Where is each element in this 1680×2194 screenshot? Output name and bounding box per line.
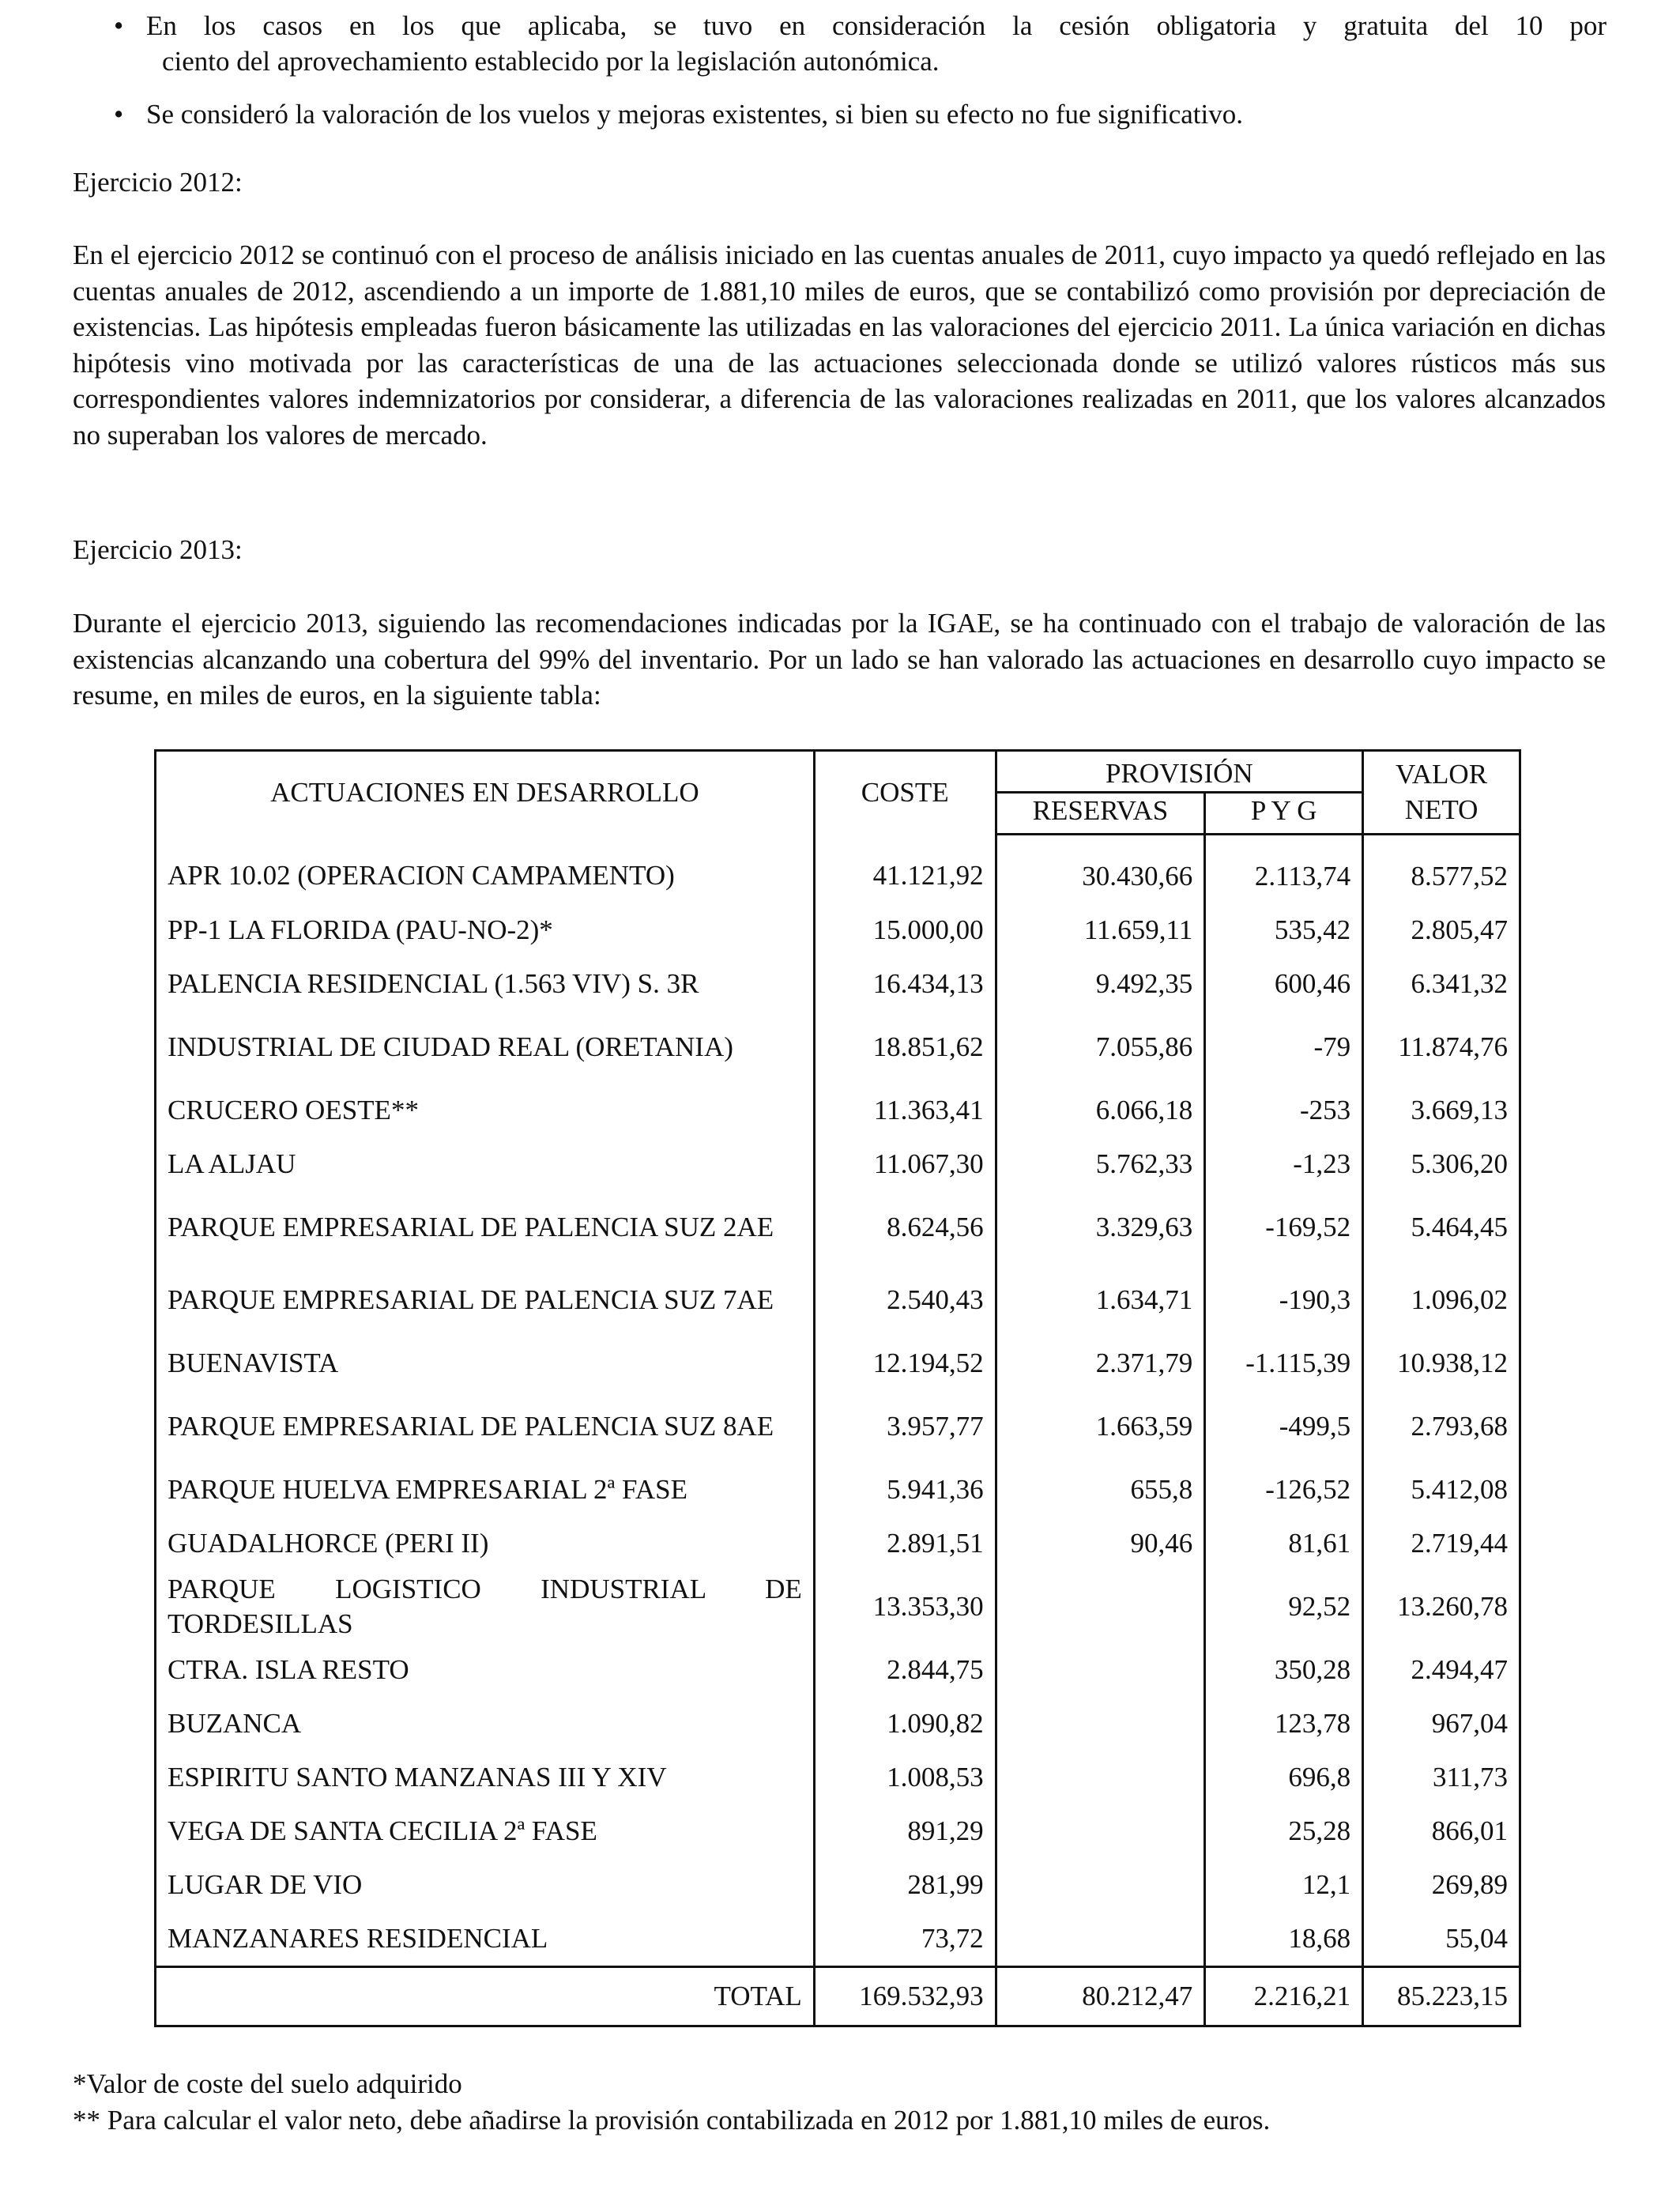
cell-actuacion: PALENCIA RESIDENCIAL (1.563 VIV) S. 3R	[156, 957, 815, 1011]
footnote-coste-suelo: *Valor de coste del suelo adquirido	[73, 2068, 462, 2099]
cell-actuacion: INDUSTRIAL DE CIUDAD REAL (ORETANIA)	[156, 1011, 815, 1084]
heading-ejercicio-2013: Ejercicio 2013:	[73, 534, 243, 565]
header-coste: COSTE	[814, 751, 996, 835]
cell-actuacion: LA ALJAU	[156, 1137, 815, 1191]
cell-coste: 11.067,30	[814, 1137, 996, 1191]
cell-pyg: 600,46	[1205, 957, 1363, 1011]
cell-neto: 8.577,52	[1363, 835, 1520, 904]
cell-coste: 12.194,52	[814, 1336, 996, 1390]
cell-coste: 73,72	[814, 1912, 996, 1967]
cell-coste: 1.090,82	[814, 1697, 996, 1751]
cell-pyg: -190,3	[1205, 1264, 1363, 1336]
table-row	[156, 957, 1520, 1011]
cell-pyg: 123,78	[1205, 1697, 1363, 1751]
cell-coste: 1.008,53	[814, 1751, 996, 1804]
paragraph-ejercicio-2013: Durante el ejercicio 2013, siguiendo las recomendaciones indicadas por la IGAE, se ha continuado con el trabajo de valoración de las existencias alcanzando una cobertura del 99% del inventario. Por un lado se han valorado las actuaciones en desarrollo cuyo impacto se resume, en miles de euros, en la siguiente tabla:	[73, 608, 1606, 711]
cell-pyg: 696,8	[1205, 1751, 1363, 1804]
heading-ejercicio-2012: Ejercicio 2012:	[73, 167, 243, 198]
bullet-dot-icon: •	[114, 10, 124, 41]
cell-pyg: 2.113,74	[1205, 835, 1363, 904]
bullet-text-line2: ciento del aprovechamiento establecido por la legislación autonómica.	[162, 46, 940, 77]
cell-total-coste: 169.532,93	[814, 1967, 996, 2026]
cell-actuacion: VEGA DE SANTA CECILIA 2ª FASE	[156, 1804, 815, 1858]
cell-neto: 6.341,32	[1363, 957, 1520, 1011]
cell-pyg: -253	[1205, 1084, 1363, 1137]
header-neto: NETO	[1363, 793, 1520, 835]
cell-pyg: -1.115,39	[1205, 1336, 1363, 1390]
cell-reservas: 1.663,59	[996, 1390, 1205, 1463]
header-reservas: RESERVAS	[996, 793, 1205, 835]
cell-actuacion: PARQUE HUELVA EMPRESARIAL 2ª FASE	[156, 1463, 815, 1517]
cell-coste: 11.363,41	[814, 1084, 996, 1137]
cell-actuacion: BUZANCA	[156, 1697, 815, 1751]
cell-pyg: 81,61	[1205, 1517, 1363, 1570]
cell-neto: 1.096,02	[1363, 1264, 1520, 1336]
table-row	[156, 1517, 1520, 1570]
cell-actuacion: PARQUE EMPRESARIAL DE PALENCIA SUZ 7AE	[156, 1264, 815, 1336]
cell-coste: 3.957,77	[814, 1390, 996, 1463]
table-row	[156, 1264, 1520, 1336]
bullet-text-line1: Se consideró la valoración de los vuelos y mejoras existentes, si bien su efecto no fue significativo.	[146, 99, 1243, 130]
paragraph-ejercicio-2012: En el ejercicio 2012 se continuó con el proceso de análisis iniciado en las cuentas anuales de 2011, cuyo impacto ya quedó reflejado en las cuentas anuales de 2012, ascendiendo a un importe de 1.881,10 miles de euros, que se contabilizó como provisión por depreciación de existencias. Las hipótesis empleadas fueron básicamente las utilizadas en las valoraciones del ejercicio 2011. La única variación en dichas hipótesis vino motivada por las características de una de las actuaciones seleccionada donde se utilizó valores rústicos más sus correspondientes valores indemnizatorios por considerar, a diferencia de las valoraciones realizadas en 2011, que los valores alcanzados no superaban los valores de mercado.	[73, 239, 1606, 450]
table-row	[156, 1137, 1520, 1191]
cell-coste: 13.353,30	[814, 1570, 996, 1643]
actuaciones-table	[154, 749, 1521, 2027]
table-row	[156, 1011, 1520, 1084]
cell-coste: 2.540,43	[814, 1264, 996, 1336]
cell-actuacion: BUENAVISTA	[156, 1336, 815, 1390]
bullet-list	[114, 8, 1607, 149]
cell-actuacion: LUGAR DE VIO	[156, 1858, 815, 1912]
cell-actuacion: GUADALHORCE (PERI II)	[156, 1517, 815, 1570]
cell-coste: 2.891,51	[814, 1517, 996, 1570]
cell-neto: 269,89	[1363, 1858, 1520, 1912]
cell-coste: 281,99	[814, 1858, 996, 1912]
cell-actuacion: CRUCERO OESTE**	[156, 1084, 815, 1137]
table-row	[156, 1858, 1520, 1912]
header-actuaciones: ACTUACIONES EN DESARROLLO	[156, 751, 815, 835]
table-row	[156, 835, 1520, 904]
cell-pyg: 350,28	[1205, 1643, 1363, 1697]
cell-neto: 55,04	[1363, 1912, 1520, 1967]
cell-actuacion: PARQUE EMPRESARIAL DE PALENCIA SUZ 2AE	[156, 1191, 815, 1264]
cell-reservas: 7.055,86	[996, 1011, 1205, 1084]
cell-reservas	[996, 1643, 1205, 1697]
cell-neto: 2.494,47	[1363, 1643, 1520, 1697]
table-row	[156, 1570, 1520, 1643]
table-row	[156, 1751, 1520, 1804]
bullet-text-line1: En los casos en los que aplicaba, se tuvo en consideración la cesión obligatoria y gratuita del 10 por	[146, 10, 1607, 41]
cell-coste: 16.434,13	[814, 957, 996, 1011]
bullet-item-cesion	[114, 8, 1607, 79]
table-row	[156, 1697, 1520, 1751]
cell-neto: 967,04	[1363, 1697, 1520, 1751]
cell-reservas	[996, 1912, 1205, 1967]
cell-pyg: -499,5	[1205, 1390, 1363, 1463]
cell-neto: 2.805,47	[1363, 903, 1520, 957]
cell-neto: 5.412,08	[1363, 1463, 1520, 1517]
cell-coste: 891,29	[814, 1804, 996, 1858]
cell-total-label: TOTAL	[156, 1967, 815, 2026]
cell-total-pyg: 2.216,21	[1205, 1967, 1363, 2026]
cell-pyg: 92,52	[1205, 1570, 1363, 1643]
cell-actuacion: CTRA. ISLA RESTO	[156, 1643, 815, 1697]
cell-reservas	[996, 1858, 1205, 1912]
cell-actuacion: ESPIRITU SANTO MANZANAS III Y XIV	[156, 1751, 815, 1804]
cell-reservas: 11.659,11	[996, 903, 1205, 957]
cell-actuacion: PARQUE LOGISTICO INDUSTRIAL DE TORDESILLAS	[156, 1570, 815, 1643]
cell-pyg: -169,52	[1205, 1191, 1363, 1264]
cell-pyg: -79	[1205, 1011, 1363, 1084]
cell-reservas: 30.430,66	[996, 835, 1205, 904]
cell-neto: 13.260,78	[1363, 1570, 1520, 1643]
cell-reservas: 5.762,33	[996, 1137, 1205, 1191]
cell-reservas: 3.329,63	[996, 1191, 1205, 1264]
cell-pyg: 18,68	[1205, 1912, 1363, 1967]
cell-pyg: 25,28	[1205, 1804, 1363, 1858]
cell-coste: 8.624,56	[814, 1191, 996, 1264]
cell-reservas	[996, 1570, 1205, 1643]
bullet-dot-icon: •	[114, 99, 124, 130]
cell-reservas: 2.371,79	[996, 1336, 1205, 1390]
cell-neto: 311,73	[1363, 1751, 1520, 1804]
table-row	[156, 1336, 1520, 1390]
cell-neto: 2.793,68	[1363, 1390, 1520, 1463]
cell-reservas: 90,46	[996, 1517, 1205, 1570]
cell-reservas	[996, 1751, 1205, 1804]
cell-pyg: 12,1	[1205, 1858, 1363, 1912]
cell-reservas: 655,8	[996, 1463, 1205, 1517]
cell-neto: 866,01	[1363, 1804, 1520, 1858]
cell-neto: 3.669,13	[1363, 1084, 1520, 1137]
cell-coste: 18.851,62	[814, 1011, 996, 1084]
table-row	[156, 1804, 1520, 1858]
table-row	[156, 1191, 1520, 1264]
table-row	[156, 1084, 1520, 1137]
cell-total-neto: 85.223,15	[1363, 1967, 1520, 2026]
cell-actuacion: PP-1 LA FLORIDA (PAU-NO-2)*	[156, 903, 815, 957]
cell-actuacion: APR 10.02 (OPERACION CAMPAMENTO)	[156, 835, 815, 904]
cell-coste: 2.844,75	[814, 1643, 996, 1697]
cell-reservas: 1.634,71	[996, 1264, 1205, 1336]
cell-neto: 5.464,45	[1363, 1191, 1520, 1264]
cell-total-reservas: 80.212,47	[996, 1967, 1205, 2026]
footnote-provision-2012: ** Para calcular el valor neto, debe añadirse la provisión contabilizada en 2012 por 1.881,10 miles de euros.	[73, 2105, 1271, 2136]
table-row	[156, 1463, 1520, 1517]
table-total-row	[156, 1967, 1520, 2026]
cell-reservas: 6.066,18	[996, 1084, 1205, 1137]
cell-pyg: 535,42	[1205, 903, 1363, 957]
cell-actuacion: MANZANARES RESIDENCIAL	[156, 1912, 815, 1967]
cell-pyg: -126,52	[1205, 1463, 1363, 1517]
cell-actuacion: PARQUE EMPRESARIAL DE PALENCIA SUZ 8AE	[156, 1390, 815, 1463]
cell-coste: 15.000,00	[814, 903, 996, 957]
cell-reservas: 9.492,35	[996, 957, 1205, 1011]
header-provision: PROVISIÓN	[996, 751, 1362, 793]
cell-neto: 10.938,12	[1363, 1336, 1520, 1390]
cell-pyg: -1,23	[1205, 1137, 1363, 1191]
cell-neto: 5.306,20	[1363, 1137, 1520, 1191]
table-row	[156, 1390, 1520, 1463]
cell-reservas	[996, 1804, 1205, 1858]
table-row	[156, 1643, 1520, 1697]
header-valor: VALOR	[1363, 751, 1520, 793]
table-row	[156, 903, 1520, 957]
cell-coste: 41.121,92	[814, 835, 996, 904]
cell-neto: 2.719,44	[1363, 1517, 1520, 1570]
header-pyg: P Y G	[1205, 793, 1363, 835]
bullet-item-vuelos	[114, 96, 1607, 132]
cell-neto: 11.874,76	[1363, 1011, 1520, 1084]
cell-reservas	[996, 1697, 1205, 1751]
cell-coste: 5.941,36	[814, 1463, 996, 1517]
table-row	[156, 1912, 1520, 1967]
